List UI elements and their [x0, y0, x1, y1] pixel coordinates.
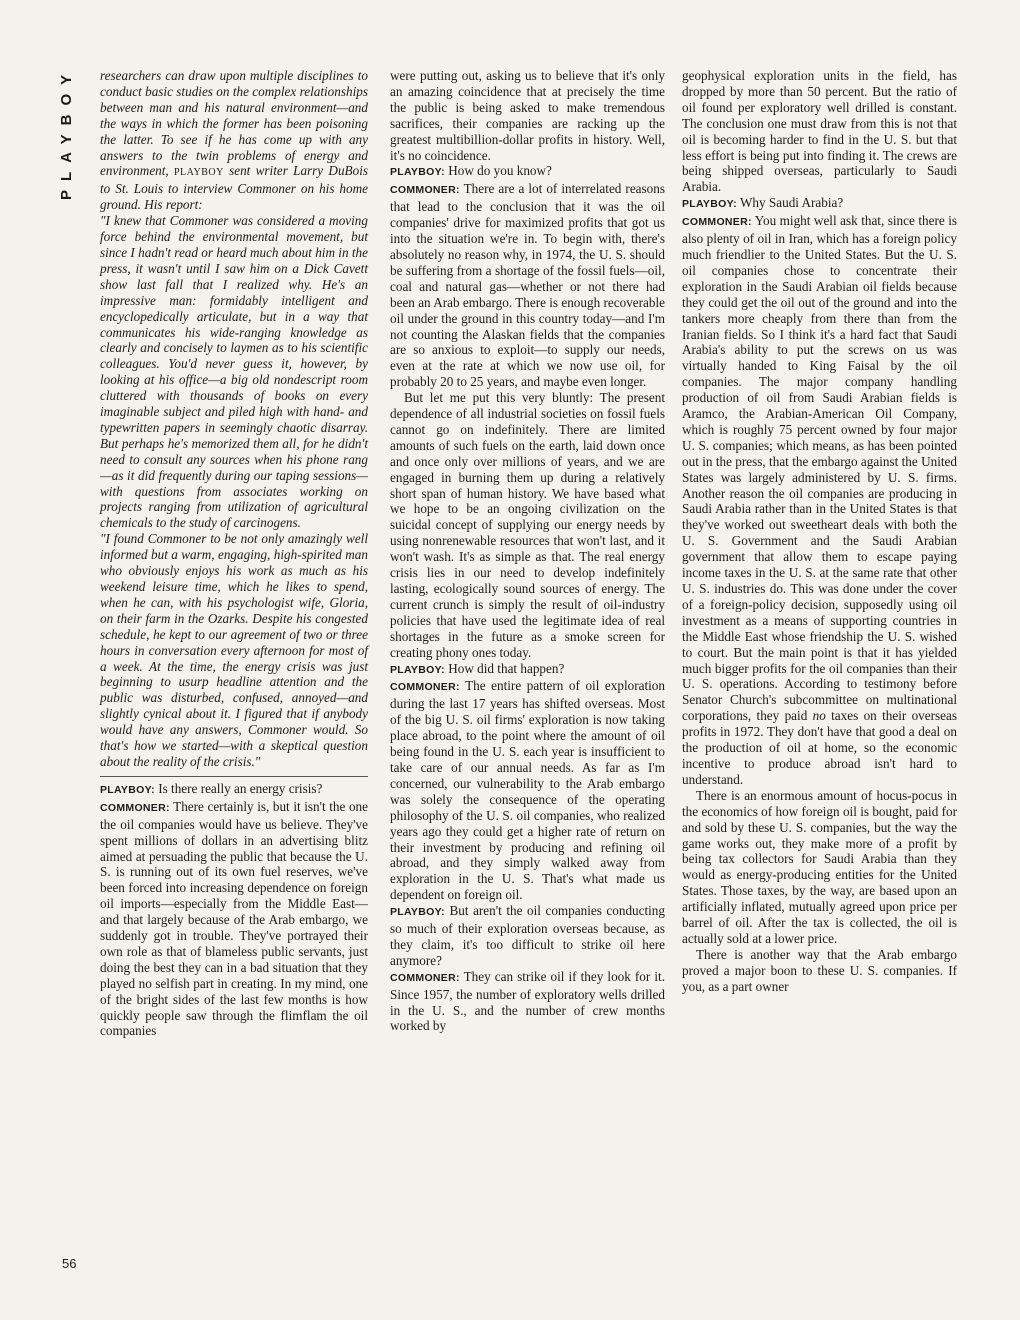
emphasis-text: no [812, 708, 826, 724]
speaker-label: COMMONER: [100, 801, 170, 814]
question-4 [390, 903, 665, 969]
answer-1 [100, 799, 368, 1040]
intro-brand: PLAYBOY [174, 167, 224, 179]
answer-4 [390, 969, 665, 1035]
question-2 [390, 163, 665, 181]
question-3 [390, 661, 665, 679]
question-text: Why Saudi Arabia? [736, 195, 844, 211]
intro-paragraph [100, 68, 368, 213]
answer-2-paragraph-2: But let me put this very bluntly: The present dependence of all industrial societies on fossil fuels cannot go on indefinitely. There are limited amounts of such fuels on the earth, laid down once and once only over millions of years, and we are engaged in burning them up during a relatively short span of human history. We have based what we hope to be an ongoing civilization on the suicidal concept of supplying our energy needs by using nonrenewable resources that won't last, and it won't wash. It's as simple as that. The real energy crisis lies in our need to develop indefinitely lasting, ecologically sound sources of energy. The current crunch is simply the result of oil-industry policies that have used the legitimate idea of real shortages in the future as a smoke screen for creating phony ones today. [390, 390, 665, 660]
speaker-label: COMMONER: [390, 971, 460, 984]
answer-text-cont: taxes on their overseas profits in 1972. They don't have that good a deal on the production of oil at home, so the economic incentive to produce abroad isn't hard to understand. [682, 708, 957, 787]
answer-1-continued: were putting out, asking us to believe that it's only an amazing coincidence that at precisely the time the public is being asked to make tremendous sacrifices, their companies are racking up the greatest multibillion-dollar profits in history. Well, it's no coincidence. [390, 68, 665, 163]
answer-5-paragraph-2: There is an enormous amount of hocus-pocus in the economics of how foreign oil is bought, paid for and sold by these U. S. companies, but the way the game works out, they make more of a profit by being tax collectors for Saudi Arabia than they would as energy-producing entities for the United States. Those taxes, by the way, are based upon an artificially inflated, mutually agreed upon price per barrel of oil. After the tax is collected, the oil is actually sold at a lower price. [682, 787, 957, 946]
intro-paragraph-2: "I knew that Commoner was considered a moving force behind the environmental movement, but since I hadn't read or heard much about him in the press, it wasn't until I saw him on a Dick Cavett show last fall that I realized why. He's an impressive man: formidably intelligent and encyclopedically articulate, but in a way that communicates his wide-ranging knowledge as clearly and concisely to laymen as to his scientific colleagues. You'd never guess it, however, by looking at his office—a big old nondescript room cluttered with thousands of books on every imaginable subject and piled high with hand- and typewritten papers in seemingly chaotic disarray. But perhaps he's memorized them all, for he didn't need to consult any sources when his phone rang—as it did frequently during our taping sessions—with questions from associates working on projects ranging from utilization of agricultural chemicals to the study of carcinogens. [100, 213, 368, 531]
speaker-label: PLAYBOY: [390, 166, 445, 179]
answer-5 [682, 213, 957, 788]
speaker-label: COMMONER: [682, 216, 752, 229]
answer-4-continued: geophysical exploration units in the field, has dropped by more than 50 percent. But the ratio of oil found per exploratory well drilled is constant. The conclusion one must draw from this is not that oil is becoming harder to find in the U. S. but that less effort is being put into finding it. The crews are being shipped overseas, particularly to Saudi Arabia. [682, 68, 957, 195]
section-divider [100, 776, 368, 777]
speaker-label: PLAYBOY: [682, 198, 737, 211]
answer-2 [390, 181, 665, 390]
question-text: Is there really an energy crisis? [154, 780, 323, 796]
magazine-sidebar-title [58, 60, 84, 260]
speaker-label: PLAYBOY: [100, 783, 155, 796]
question-text: But aren't the oil companies conducting so much of their exploration overseas because, as they claim, it's too difficult to strike oil here anymore? [390, 903, 665, 968]
column-3 [682, 68, 957, 995]
column-2 [390, 68, 665, 1034]
intro-text-cont: sent writer Larry DuBois to St. Louis to interview Commoner on his home ground. His report: [100, 163, 368, 213]
answer-3 [390, 678, 665, 903]
speaker-label: PLAYBOY: [390, 663, 445, 676]
answer-5-paragraph-3: There is another way that the Arab embargo proved a major boon to these U. S. companies. If you, as a part owner [682, 946, 957, 994]
answer-text: The entire pattern of oil exploration during the last 17 years has shifted overseas. Most of the big U. S. oil firms' exploration is now taking place abroad, to the point where the amount of oil being found in the U. S. each year is insufficient to take care of our annual needs. As far as I'm concerned, our vulnerability to the Arab embargo was solely the consequence of the operating philosophy of the U. S. oil companies, who realized years ago they could get a higher rate of return on their investment by producing and refining oil abroad, and they simply walked away from exploration in the U. S. That's what made us dependent on foreign oil. [390, 678, 665, 903]
speaker-label: COMMONER: [390, 681, 460, 694]
magazine-name: PLAYBOY [58, 65, 75, 200]
answer-text: There certainly is, but it isn't the one the oil companies would have us believe. They've spent millions of dollars in an advertising blitz aimed at persuading the public that because the U. S. is running out of its own fuel reserves, we've been forced into increasing dependence on foreign oil imports—especially from the Middle East—and that largely because of the Arab embargo, we suddenly got in trouble. They've portrayed their own role as that of blameless public servants, just doing the best they can in a bad situation that they played no selfish part in creating. In my mind, one of the bright sides of the last few months is how quickly people saw through the flimflam the oil companies [100, 798, 368, 1039]
page-number: 56 [62, 1256, 77, 1271]
intro-paragraph-3: "I found Commoner to be not only amazingly well informed but a warm, engaging, high-spirited man who obviously enjoys his work as much as his weekend leisure time, which he likes to spend, when he can, with his psychologist wife, Gloria, on their farm in the Ozarks. Despite his congested schedule, he kept to our agreement of two or three hours in conversation every afternoon for most of a week. At the time, the energy crisis was just beginning to usurp headline attention and the public was disturbed, confused, annoyed—and slightly cynical about it. I figured that if anybody would have any answers, Commoner would. So that's how we started—with a skeptical question about the reality of the crisis." [100, 531, 368, 769]
intro-text: researchers can draw upon multiple disciplines to conduct basic studies on the complex relationships between man and his natural environment—and the ways in which the former has been poisoning the latter. To see if he has come up with any answers to the twin problems of energy and environment, [100, 68, 368, 179]
question-1 [100, 781, 368, 799]
answer-text: There are a lot of interrelated reasons that lead to the conclusion that it was the oil companies' drive for maximized profits that got us into the situation we're in. To begin with, there's absolutely no reason why, in 1974, the U. S. should be suffering from a shortage of the fossil fuels—oil, coal and natural gas—whether or not there had been an Arab embargo. There is enough recoverable oil under the ground in this country today—and I'm not counting the Alaskan fields that the companies are so anxious to exploit—to supply our needs, even at the rate at which we now use oil, for probably 20 to 25 years, and maybe even longer. [390, 181, 665, 390]
question-text: How do you know? [444, 163, 552, 179]
speaker-label: COMMONER: [390, 184, 460, 197]
question-text: How did that happen? [444, 660, 565, 676]
answer-text: You might well ask that, since there is also plenty of oil in Iran, which has a foreign policy much friendlier to the United States. But the U. S. oil companies chose to concentrate their exploration in the Saudi Arabian oil fields because they could get the oil out of the ground and into the tankers more cheaply from there than from the Iranian fields. So I think it's a hard fact that Saudi Arabia's ability to put the screws on us was virtually handed to King Faisal by the oil companies. The major company handling production of oil from Saudi Arabian fields is Aramco, the Arabian-American Oil Company, which is roughly 75 percent owned by four major U. S. companies; which means, as has been pointed out in the press, that the embargo against the United States was largely administered by U. S. firms. Another reason the oil companies are producing in Saudi Arabia rather than in the United States is that they've worked out sweetheart deals with both the U. S. Government and the Saudi Arabian government that allow them to escape paying income taxes in the U. S. at the same rate that other U. S. industries do. This was done under the cover of a foreign-policy decision, supposedly using oil investment as a means of supporting countries in the Middle East whose friendship the U. S. wished to court. But the main point is that it has yielded much bigger profits for the oil companies than their U. S. operations. According to testimony before Senator Church's subcommittee on multinational corporations, they paid [682, 213, 957, 724]
column-1 [100, 68, 368, 1039]
answer-text: They can strike oil if they look for it. Since 1957, the number of exploratory wells drilled in the U. S., and the number of crew months worked by [390, 968, 665, 1034]
speaker-label: PLAYBOY: [390, 906, 445, 919]
question-5 [682, 195, 957, 213]
